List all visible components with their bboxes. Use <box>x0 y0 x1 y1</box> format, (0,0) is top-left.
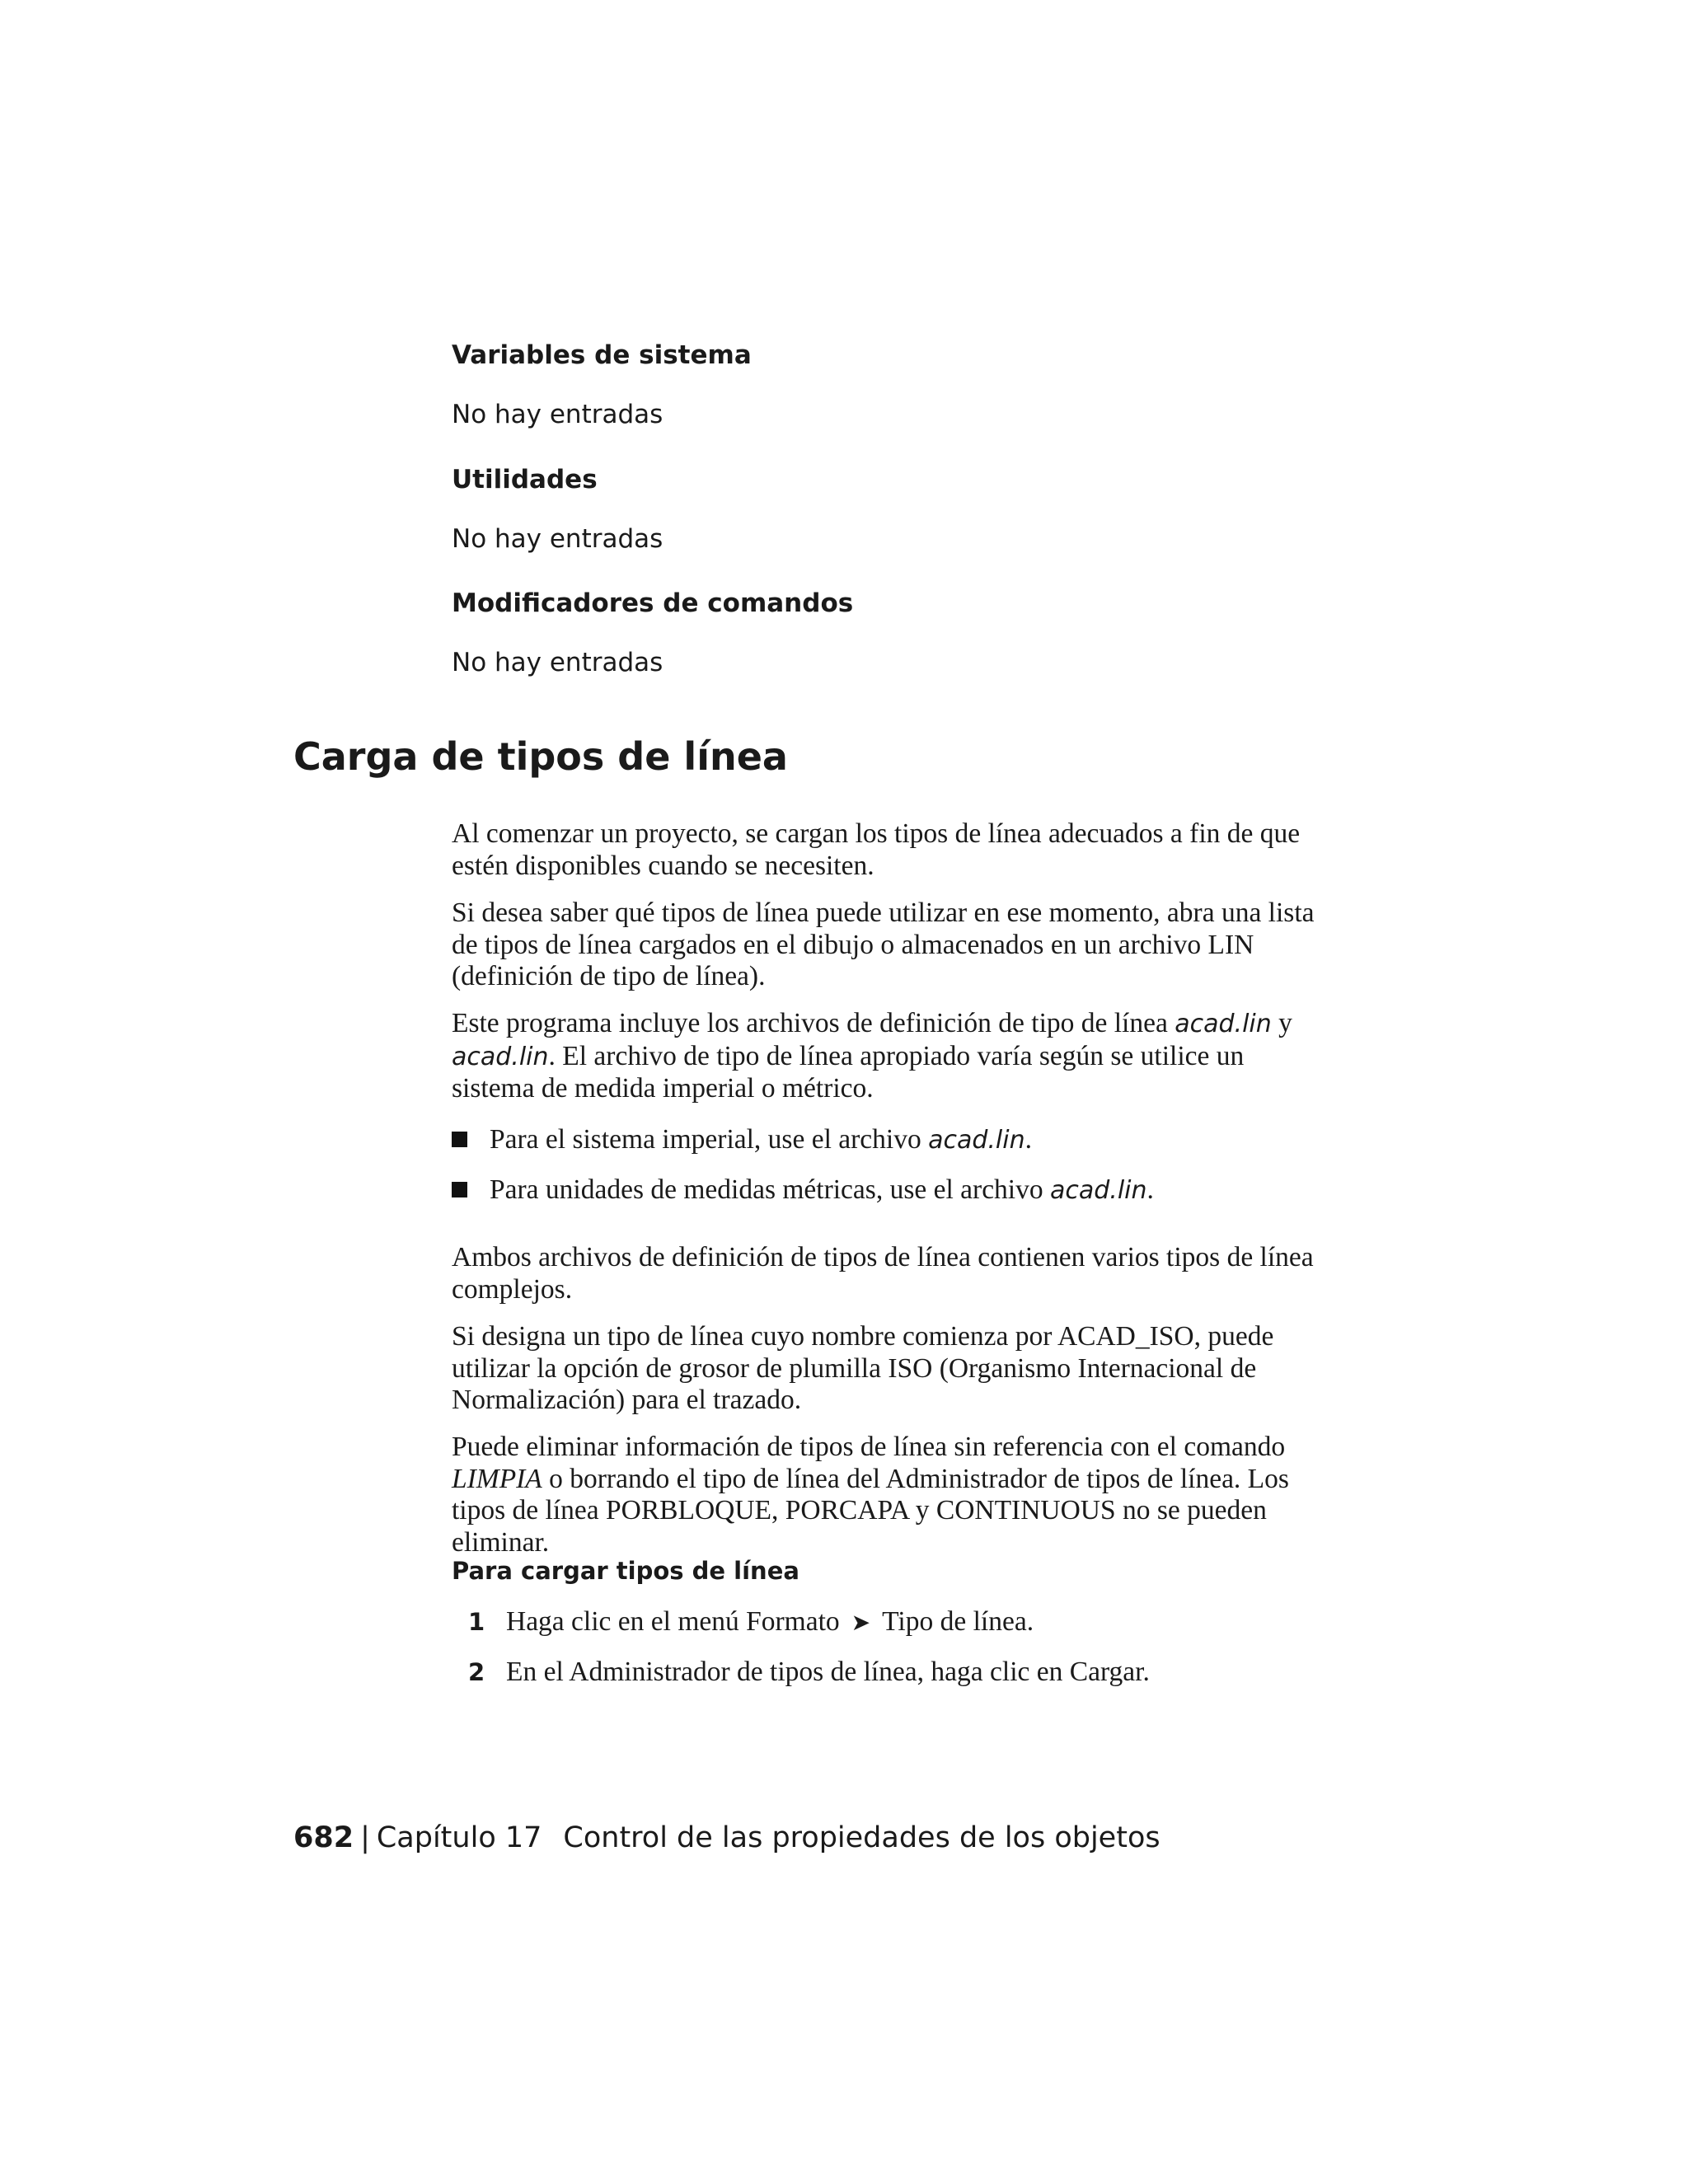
section-heading: Variables de sistema <box>452 340 752 370</box>
step-text <box>506 1605 1034 1639</box>
section-command-modifiers-body <box>452 646 1334 679</box>
paragraph-text: Ambos archivos de definición de tipos de línea contienen varios tipos de línea complejos. <box>452 1242 1314 1305</box>
paragraph-text: Si designa un tipo de línea cuyo nombre comienza por ACAD_ISO, puede utilizar la opción de grosor de plumilla ISO (Organismo Internacional de Normalización) para el trazado. <box>452 1321 1274 1415</box>
paragraph-text: Al comenzar un proyecto, se cargan los tipos de línea adecuados a fin de que estén disponibles cuando se necesiten. <box>452 818 1301 881</box>
section-system-variables-body <box>452 398 1334 431</box>
paragraph-text: Si desea saber qué tipos de línea puede utilizar en ese momento, abra una lista de tipos de línea cargados en el dibujo o almacenados en un archivo LIN (definición de tipo de línea). <box>452 898 1315 991</box>
chapter-title: Control de las propiedades de los objetos <box>563 1821 1160 1854</box>
main-heading: Carga de tipos de línea <box>293 734 788 779</box>
section-system-variables <box>452 339 1334 372</box>
page-number: 682 <box>293 1821 354 1854</box>
paragraph-lin-files <box>452 1008 1334 1105</box>
section-command-modifiers <box>452 587 1334 620</box>
filename: acad.lin <box>1175 1010 1272 1038</box>
text-run: Para unidades de medidas métricas, use el archivo <box>490 1174 1050 1205</box>
list-item-text <box>490 1123 1032 1157</box>
section-body: No hay entradas <box>452 524 663 554</box>
step-number: 1 <box>468 1608 485 1636</box>
page-footer <box>293 1820 1160 1856</box>
filename: acad.lin <box>452 1042 549 1071</box>
section-heading: Utilidades <box>452 465 598 494</box>
section-utilities-body <box>452 523 1334 555</box>
section-utilities <box>452 463 1334 496</box>
text-run: Haga clic en el menú Formato <box>506 1606 840 1637</box>
paragraph-lin-list <box>452 898 1334 993</box>
text-run: . <box>1025 1124 1032 1155</box>
square-bullet-icon <box>452 1132 467 1147</box>
step-text: En el Administrador de tipos de línea, haga clic en Cargar. <box>506 1657 1150 1687</box>
filename: acad.lin <box>1050 1176 1147 1205</box>
section-body: No hay entradas <box>452 648 663 677</box>
paragraph-text <box>452 1432 1334 1558</box>
text-run: Para el sistema imperial, use el archivo <box>490 1124 929 1155</box>
filename: acad.lin <box>928 1126 1025 1155</box>
text-run: Este programa incluye los archivos de definición de tipo de línea <box>452 1008 1175 1038</box>
text-run: . <box>1146 1174 1154 1205</box>
paragraph-complex-linetypes <box>452 1242 1334 1305</box>
text-run: Tipo de línea. <box>882 1606 1034 1637</box>
section-heading: Modificadores de comandos <box>452 588 854 618</box>
paragraph-text <box>452 1008 1334 1105</box>
step-number: 2 <box>468 1658 485 1686</box>
procedure-heading: Para cargar tipos de línea <box>452 1557 799 1585</box>
paragraph-acad-iso <box>452 1321 1334 1417</box>
square-bullet-icon <box>452 1182 467 1197</box>
text-run: . El archivo de tipo de línea apropiado varía según se utilice un sistema de medida imperial o métrico. <box>452 1040 1245 1104</box>
list-item-text <box>490 1174 1154 1207</box>
footer-separator: | <box>360 1821 370 1854</box>
paragraph-intro <box>452 818 1334 882</box>
text-run: Puede eliminar información de tipos de línea sin referencia con el comando <box>452 1432 1286 1462</box>
section-body: No hay entradas <box>452 400 663 429</box>
text-run: o borrando el tipo de línea del Administrador de tipos de línea. Los tipos de línea PORBLOQUE, PORCAPA y CONTINUOUS no se pueden eliminar. <box>452 1463 1289 1558</box>
text-run: y <box>1271 1008 1292 1038</box>
procedure-title <box>452 1554 1334 1587</box>
command-name: LIMPIA <box>452 1463 542 1494</box>
chapter-label: Capítulo 17 <box>376 1821 542 1854</box>
paragraph-purge <box>452 1432 1334 1558</box>
menu-arrow-icon: ➤ <box>851 1609 871 1636</box>
